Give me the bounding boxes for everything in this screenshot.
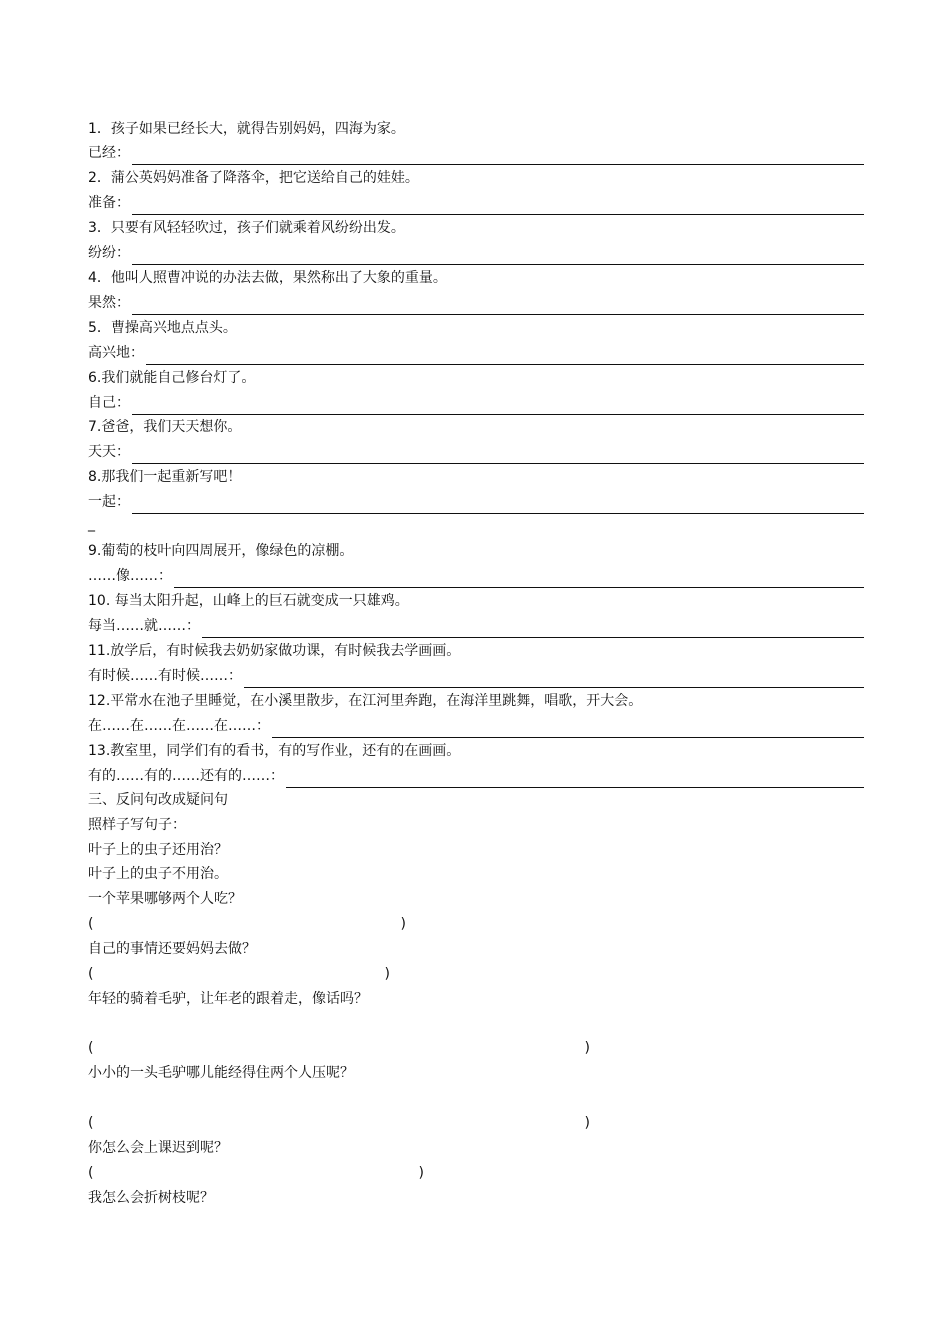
question-4: 小小的一头毛驴哪儿能经得住两个人压呢？ [88,1065,354,1081]
question-6: 我怎么会折树枝呢？ [88,1190,214,1206]
sentence-13: 13.教室里，同学们有的看书，有的写作业，还有的在画画。 [88,743,461,759]
word-label-11: 有时候……有时候……： [88,668,242,684]
paren-open: ( [88,1165,94,1181]
example-question: 叶子上的虫子还用治？ [88,842,228,858]
section-title: 三、反问句改成疑问句 [88,792,228,808]
question-1: 一个苹果哪够两个人吃？ [88,891,242,907]
answer-paren-5[interactable] [88,1161,424,1185]
answer-blank-4[interactable] [132,296,864,315]
sentence-11: 11.放学后，有时候我去奶奶家做功课，有时候我去学画画。 [88,643,461,659]
answer-line-2[interactable] [88,191,864,215]
answer-blank-6[interactable] [132,396,864,415]
word-label-4: 果然： [88,295,130,311]
answer-blank-1[interactable] [132,146,864,165]
sentence-1: 1．孩子如果已经长大，就得告别妈妈，四海为家。 [88,121,405,137]
sentence-7: 7.爸爸，我们天天想你。 [88,419,242,435]
word-label-5: 高兴地： [88,345,144,361]
paren-close: ) [384,966,390,982]
word-label-8: 一起： [88,494,130,510]
answer-blank-5[interactable] [146,346,864,365]
paren-open: ( [88,1115,94,1131]
answer-paren-1[interactable] [88,912,406,936]
answer-line-5[interactable] [88,341,864,365]
answer-line-3[interactable] [88,241,864,265]
word-label-12: 在……在……在……在……： [88,718,270,734]
sentence-4: 4．他叫人照曹冲说的办法去做，果然称出了大象的重量。 [88,270,447,286]
sentence-10: 10. 每当太阳升起，山峰上的巨石就变成一只雄鸡。 [88,593,409,609]
answer-line-1[interactable] [88,141,864,165]
answer-blank-2[interactable] [132,196,864,215]
answer-line-11[interactable] [88,664,864,688]
question-3: 年轻的骑着毛驴，让年老的跟着走，像话吗？ [88,991,368,1007]
sentence-3: 3．只要有风轻轻吹过，孩子们就乘着风纷纷出发。 [88,220,405,236]
paren-close: ) [584,1040,590,1056]
answer-blank-8[interactable] [132,495,864,514]
answer-blank-12[interactable] [272,719,864,738]
answer-blank-10[interactable] [202,619,864,638]
answer-blank-3[interactable] [132,246,864,265]
answer-paren-4[interactable] [88,1111,590,1135]
answer-line-9[interactable] [88,564,864,588]
answer-line-6[interactable] [88,391,864,415]
sentence-2: 2．蒲公英妈妈准备了降落伞，把它送给自己的娃娃。 [88,170,419,186]
question-5: 你怎么会上课迟到呢？ [88,1140,228,1156]
answer-paren-2[interactable] [88,962,390,986]
sentence-6: 6.我们就能自己修台灯了。 [88,370,256,386]
answer-paren-3[interactable] [88,1036,590,1060]
paren-open: ( [88,1040,94,1056]
paren-close: ) [584,1115,590,1131]
paren-close: ) [418,1165,424,1181]
sentence-9: 9.葡萄的枝叶向四周展开，像绿色的凉棚。 [88,543,354,559]
word-label-1: 已经： [88,145,130,161]
answer-line-12[interactable] [88,714,864,738]
answer-blank-13[interactable] [286,769,864,788]
answer-line-13[interactable] [88,764,864,788]
word-label-3: 纷纷： [88,245,130,261]
word-label-6: 自己： [88,395,130,411]
answer-line-8[interactable] [88,490,864,514]
paren-close: ) [400,916,406,932]
answer-line-7[interactable] [88,440,864,464]
word-label-2: 准备： [88,195,130,211]
word-label-10: 每当……就……： [88,618,200,634]
answer-blank-9[interactable] [174,569,864,588]
answer-line-4[interactable] [88,291,864,315]
answer-line-10[interactable] [88,614,864,638]
paren-open: ( [88,966,94,982]
paren-open: ( [88,916,94,932]
answer-blank-7[interactable] [132,445,864,464]
word-label-9: ……像……： [88,568,172,584]
section-instruction: 照样子写句子： [88,817,186,833]
answer-blank-11[interactable] [244,669,864,688]
word-label-13: 有的……有的……还有的……： [88,768,284,784]
example-answer: 叶子上的虫子不用治。 [88,866,228,882]
question-2: 自己的事情还要妈妈去做？ [88,941,256,957]
overflow-mark: _ [88,516,95,532]
sentence-8: 8.那我们一起重新写吧！ [88,469,242,485]
word-label-7: 天天： [88,444,130,460]
sentence-5: 5．曹操高兴地点点头。 [88,320,237,336]
sentence-12: 12.平常水在池子里睡觉，在小溪里散步，在江河里奔跑，在海洋里跳舞，唱歌，开大会。 [88,693,643,709]
